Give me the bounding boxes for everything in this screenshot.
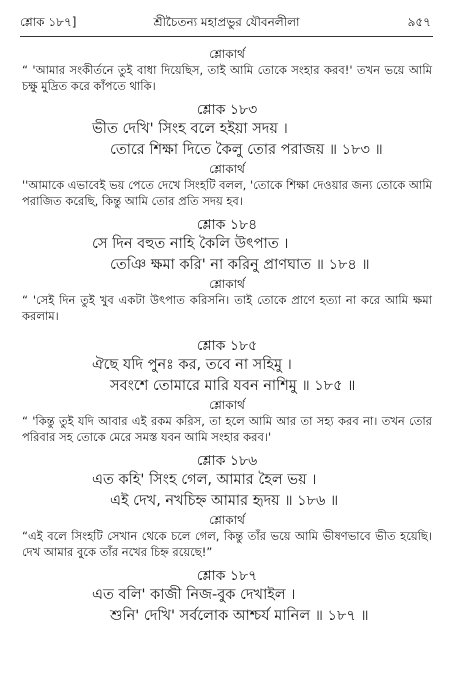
translation-label: শ্লোকার্থ xyxy=(209,513,245,527)
running-header xyxy=(0,0,453,40)
translation-182: “ 'আমার সংকীর্তনে তুই বাধা দিয়েছিস, তাই আমি তোকে সংহার করব!' তখন ভয়ে আমি চক্ষু মুদ্রিত করে কাঁপতে থাকি। xyxy=(22,63,432,93)
page-body xyxy=(22,46,432,627)
verse-187-line-1: এত বলি' কাজী নিজ-বুক দেখাইল । xyxy=(92,587,296,603)
verse-185-line-2: সবংশে তোমারে মারি যবন নাশিমু ॥ ১৮৫ ॥ xyxy=(110,378,356,394)
verse-183-line-1: ভীত দেখি' সিংহ বলে হইয়া সদয় । xyxy=(92,121,288,137)
header-verse-ref: শ্লোক ১৮৭] xyxy=(20,15,77,29)
verse-184-line-1: সে দিন বহুত নাহি কৈলি উৎপাত । xyxy=(92,236,289,252)
verse-title-186: শ্লোক ১৮৬ xyxy=(196,453,258,469)
verse-187-line-2: শুনি' দেখি' সর্বলোক আশ্চর্য মানিল ॥ ১৮৭ ॥ xyxy=(110,608,369,624)
header-title: শ্রীচৈতন্য মহাপ্রভুর যৌবনলীলা xyxy=(153,15,300,29)
verse-185-line-1: ঐছে যদি পুনঃ কর, তবে না সহিমু । xyxy=(92,357,292,373)
verse-186-line-2: এই দেখ, নখচিহ্ন আমার হৃদয় ॥ ১৮৬ ॥ xyxy=(110,493,339,509)
verse-183-line-2: তোরে শিক্ষা দিতে কৈলু তোর পরাজয় ॥ ১৮৩ ॥ xyxy=(110,142,383,158)
verse-title-183: শ্লোক ১৮৩ xyxy=(196,102,258,118)
verse-184-line-2: তেঞি ক্ষমা করি' না করিনু প্রাণঘাত ॥ ১৮৪ ॥ xyxy=(110,257,370,273)
verse-title-184: শ্লোক ১৮৪ xyxy=(196,217,258,233)
translation-label: শ্লোকার্থ xyxy=(209,277,245,291)
header-rule xyxy=(20,36,433,37)
translation-184: “ 'সেই দিন তুই খুব একটা উৎপাত করিসনি। তাই তোকে প্রাণে হত্যা না করে আমি ক্ষমা করলাম। xyxy=(22,293,432,323)
translation-label: শ্লোকার্থ xyxy=(209,162,245,176)
page-number: ৯৫৭ xyxy=(407,15,431,29)
translation-185: “ 'কিন্তু তুই যদি আবার এই রকম করিস, তা হলে আমি আর তা সহ্য করব না। তখন তোর পরিবার সহ তোকে মেরে সমস্ত যবন আমি সংহার করব।' xyxy=(22,414,432,444)
verse-title-187: শ্লোক ১৮৭ xyxy=(196,568,258,584)
verse-title-185: শ্লোক ১৮৫ xyxy=(196,338,258,354)
verse-186-line-1: এত কহি' সিংহ গেল, আমার হৈল ভয় । xyxy=(92,472,317,488)
translation-label: শ্লোকার্থ xyxy=(209,398,245,412)
translation-label: শ্লোকার্থ xyxy=(209,47,245,61)
translation-186: “এই বলে সিংহটি সেখান থেকে চলে গেল, কিন্তু তাঁর ভয়ে আমি ভীষণভাবে ভীত হয়েছি। দেখ আমার বুকে তাঁর নখের চিহ্ন রয়েছে!” xyxy=(22,529,432,559)
translation-183: ''আমাকে এভাবেই ভয় পেতে দেখে সিংহটি বলল, 'তোকে শিক্ষা দেওয়ার জন্য তোকে আমি পরাজিত করেছি, কিন্তু আমি তোর প্রতি সদয় হব। xyxy=(22,178,432,208)
